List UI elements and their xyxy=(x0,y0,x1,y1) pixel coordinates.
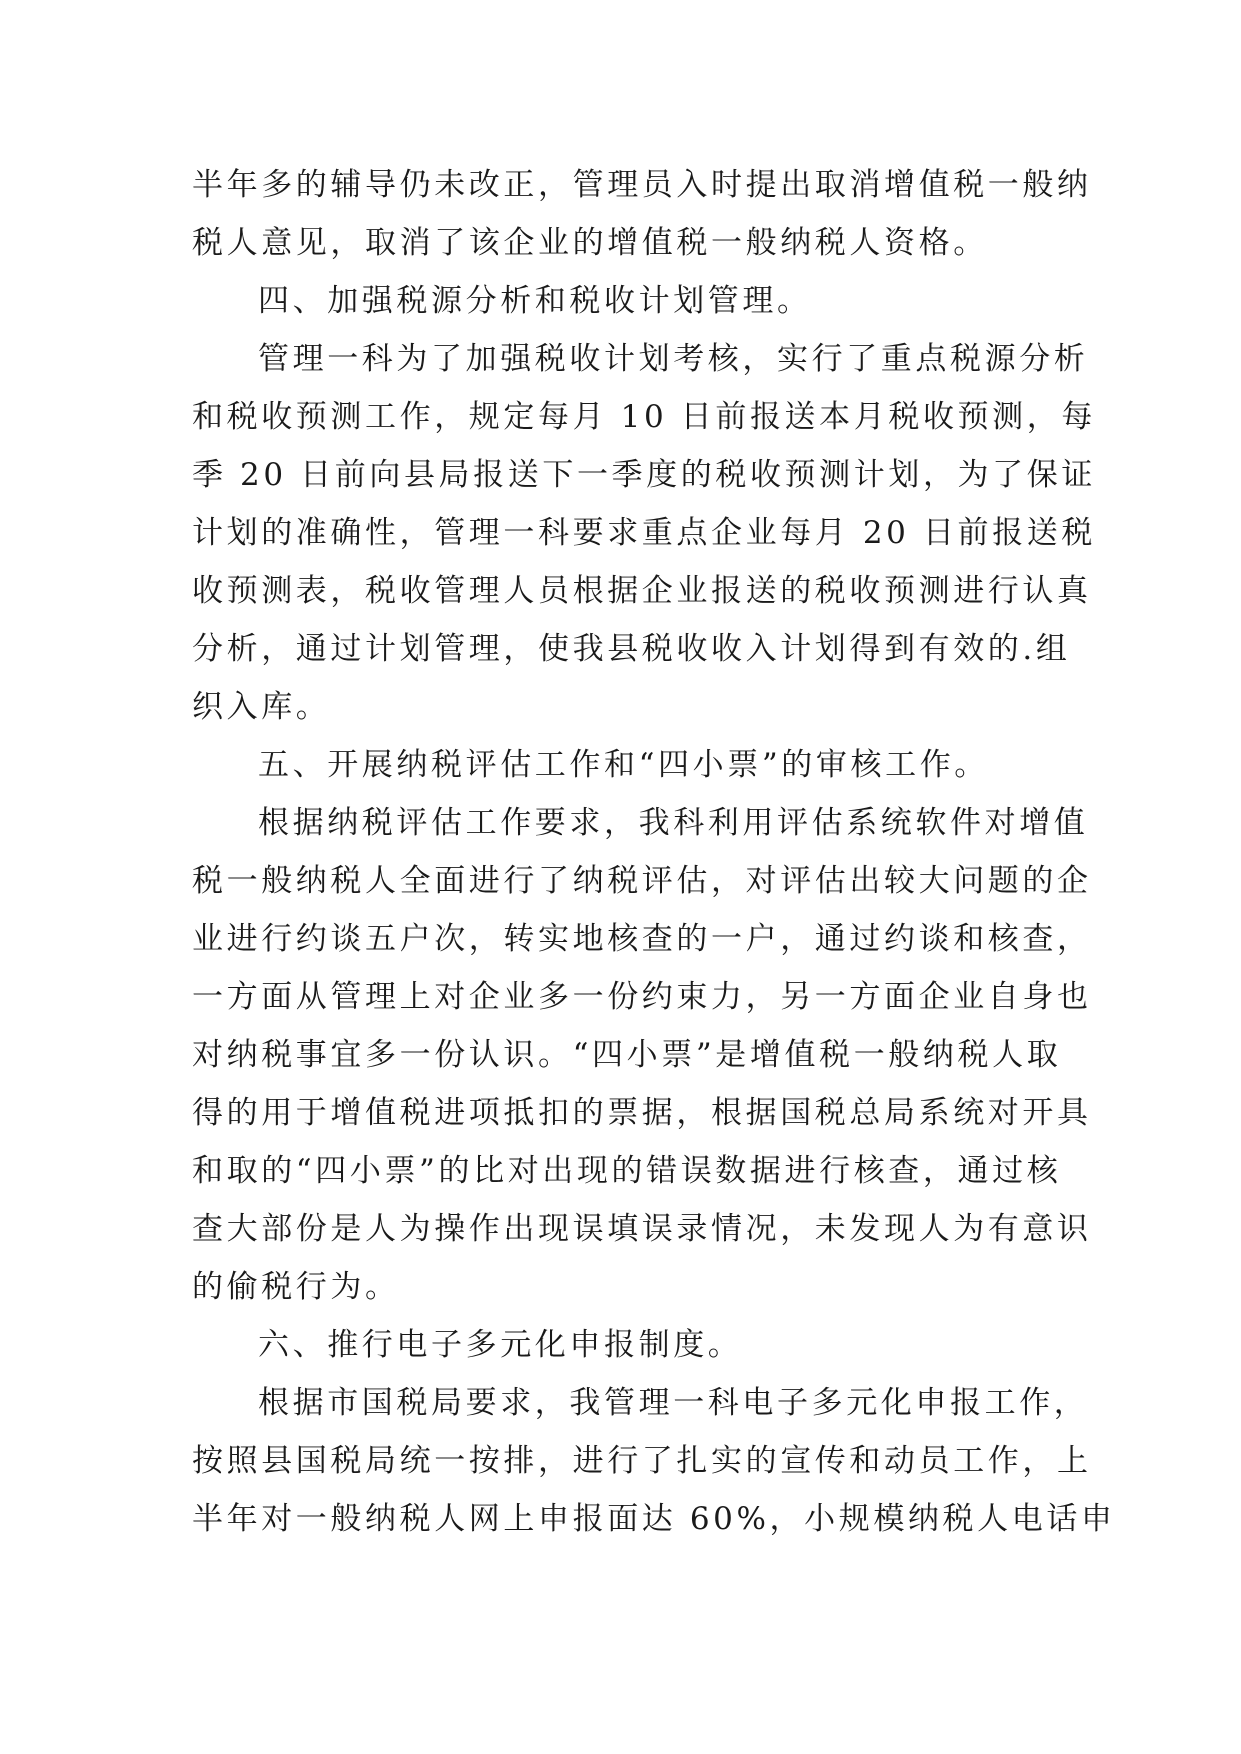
text-line: 对纳税事宜多一份认识。“四小票”是增值税一般纳税人取 xyxy=(192,1037,1062,1073)
text-line: 织入库。 xyxy=(192,689,331,725)
text-line: 查大部份是人为操作出现误填误录情况，未发现人为有意识 xyxy=(192,1211,1092,1247)
text-line: 和取的“四小票”的比对出现的错误数据进行核查，通过核 xyxy=(192,1153,1062,1189)
text-line: 一方面从管理上对企业多一份约束力，另一方面企业自身也 xyxy=(192,979,1092,1015)
text-line: 根据市国税局要求，我管理一科电子多元化申报工作， xyxy=(258,1385,1089,1421)
text-line: 的偷税行为。 xyxy=(192,1269,400,1305)
text-line: 六、推行电子多元化申报制度。 xyxy=(258,1327,743,1363)
text-line: 半年多的辅导仍未改正，管理员入时提出取消增值税一般纳 xyxy=(192,167,1092,203)
text-line: 税一般纳税人全面进行了纳税评估，对评估出较大问题的企 xyxy=(192,863,1092,899)
text-line: 季 20 日前向县局报送下一季度的税收预测计划，为了保证 xyxy=(192,457,1096,493)
text-line: 收预测表，税收管理人员根据企业报送的税收预测进行认真 xyxy=(192,573,1092,609)
text-line: 管理一科为了加强税收计划考核，实行了重点税源分析 xyxy=(258,341,1089,377)
text-line: 业进行约谈五户次，转实地核查的一户，通过约谈和核查， xyxy=(192,921,1092,957)
text-line: 四、加强税源分析和税收计划管理。 xyxy=(258,283,812,319)
text-line: 计划的准确性，管理一科要求重点企业每月 20 日前报送税 xyxy=(192,515,1096,551)
text-line: 得的用于增值税进项抵扣的票据，根据国税总局系统对开具 xyxy=(192,1095,1092,1131)
text-line: 分析，通过计划管理，使我县税收收入计划得到有效的.组 xyxy=(192,631,1071,667)
text-line: 税人意见，取消了该企业的增值税一般纳税人资格。 xyxy=(192,225,988,261)
text-line: 和税收预测工作，规定每月 10 日前报送本月税收预测，每 xyxy=(192,399,1096,435)
text-line: 按照县国税局统一按排，进行了扎实的宣传和动员工作，上 xyxy=(192,1443,1092,1479)
text-line: 根据纳税评估工作要求，我科利用评估系统软件对增值 xyxy=(258,805,1089,841)
document-page xyxy=(192,156,1116,1548)
text-line: 半年对一般纳税人网上申报面达 60%，小规模纳税人电话申 xyxy=(192,1501,1116,1537)
text-line: 五、开展纳税评估工作和“四小票”的审核工作。 xyxy=(258,747,989,783)
